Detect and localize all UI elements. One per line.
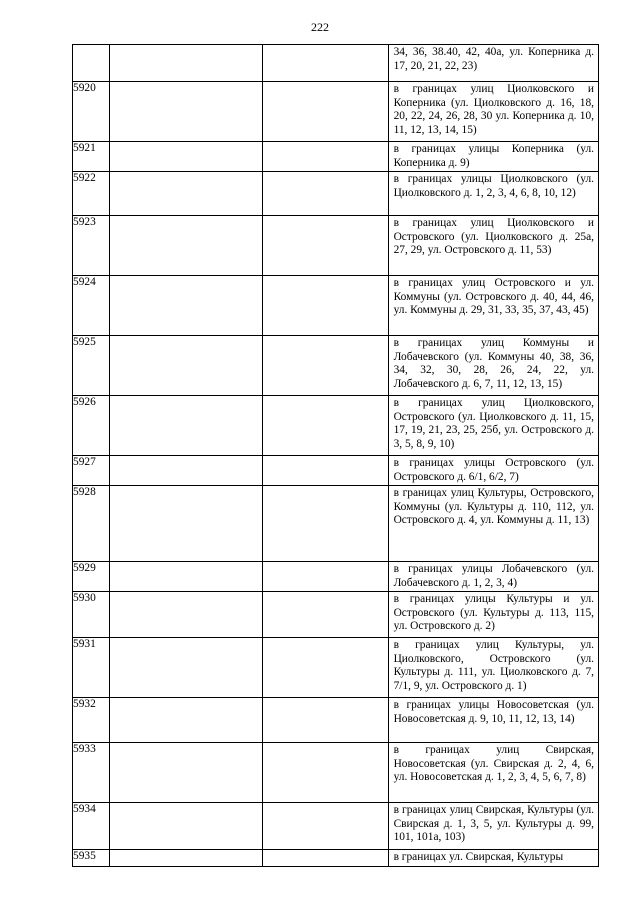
empty-cell: [110, 142, 263, 172]
boundary-description-cell: [388, 803, 598, 850]
empty-cell: [263, 698, 388, 743]
row-number: 5934: [73, 803, 110, 850]
page-number: 222: [311, 20, 329, 34]
boundary-description: в границах улицы Коперника (ул. Коперника д. 9): [393, 143, 594, 169]
row-number: 5931: [73, 638, 110, 698]
empty-cell: [110, 456, 263, 486]
table-row: [73, 592, 599, 638]
boundary-description-cell: [388, 486, 598, 562]
empty-cell: [263, 486, 388, 562]
table-row: [73, 45, 599, 82]
table-row: [73, 336, 599, 396]
boundary-description: в границах улиц Циолковского и Островского (ул. Циолковского д. 25а, 27, 29, ул. Островского д. 11, 53): [393, 217, 594, 256]
boundary-description: в границах ул. Свирская, Культуры: [393, 851, 564, 863]
empty-cell: [110, 45, 263, 82]
boundary-description: в границах улицы Циолковского (ул. Циолковского д. 1, 2, 3, 4, 6, 8, 10, 12): [393, 173, 594, 199]
boundary-description: в границах улиц Коммуны и Лобачевского (ул. Коммуны 40, 38, 36, 34, 32, 30, 28, 26, 24, 22, ул. Лобачевского д. 6, 7, 11, 12, 13, 15): [393, 337, 594, 390]
boundary-description: в границах улицы Новосоветская (ул. Новосоветская д. 9, 10, 11, 12, 13, 14): [393, 699, 594, 725]
boundary-description: в границах улиц Циолковского, Островского (ул. Циолковского д. 11, 15, 17, 19, 21, 23, 25, 25б, ул. Островского д. 3, 5, 8, 9, 10): [393, 397, 594, 450]
empty-cell: [110, 216, 263, 276]
row-number: 5924: [73, 276, 110, 336]
boundary-description: 34, 36, 38.40, 42, 40а, ул. Коперника д. 17, 20, 21, 22, 23): [393, 46, 594, 72]
registry-table: [72, 44, 599, 867]
empty-cell: [263, 396, 388, 456]
boundary-description-cell: [388, 142, 598, 172]
row-number: 5925: [73, 336, 110, 396]
empty-cell: [263, 142, 388, 172]
boundary-description-cell: [388, 562, 598, 592]
empty-cell: [263, 336, 388, 396]
boundary-description-cell: [388, 216, 598, 276]
empty-cell: [263, 850, 388, 867]
row-number: 5935: [73, 850, 110, 867]
table-row: [73, 172, 599, 216]
boundary-description-cell: [388, 698, 598, 743]
table-row: [73, 142, 599, 172]
empty-cell: [110, 336, 263, 396]
empty-cell: [263, 743, 388, 803]
empty-cell: [110, 638, 263, 698]
empty-cell: [110, 486, 263, 562]
boundary-description-cell: [388, 45, 598, 82]
row-number: 5930: [73, 592, 110, 638]
row-number: 5932: [73, 698, 110, 743]
table-row: [73, 698, 599, 743]
row-number: 5933: [73, 743, 110, 803]
empty-cell: [110, 172, 263, 216]
row-number: 5922: [73, 172, 110, 216]
row-number: 5929: [73, 562, 110, 592]
boundary-description-cell: [388, 743, 598, 803]
boundary-description: в границах улицы Лобачевского (ул. Лобачевского д. 1, 2, 3, 4): [393, 563, 594, 589]
empty-cell: [263, 172, 388, 216]
empty-cell: [110, 276, 263, 336]
empty-cell: [110, 82, 263, 142]
boundary-description-cell: [388, 336, 598, 396]
table-row: [73, 456, 599, 486]
boundary-description: в границах улицы Культуры и ул. Островского (ул. Культуры д. 113, 115, ул. Островского д. 2): [393, 593, 594, 632]
table-row: [73, 276, 599, 336]
empty-cell: [263, 638, 388, 698]
row-number: 5920: [73, 82, 110, 142]
empty-cell: [263, 82, 388, 142]
row-number: 5926: [73, 396, 110, 456]
boundary-description-cell: [388, 638, 598, 698]
row-number: 5927: [73, 456, 110, 486]
row-number: 5921: [73, 142, 110, 172]
empty-cell: [263, 456, 388, 486]
boundary-description-cell: [388, 592, 598, 638]
boundary-description-cell: [388, 82, 598, 142]
empty-cell: [263, 803, 388, 850]
table-row: [73, 803, 599, 850]
boundary-description-cell: [388, 396, 598, 456]
table-row: [73, 743, 599, 803]
boundary-description: в границах улиц Культуры, ул. Циолковского, Островского (ул. Культуры д. 111, ул. Циолковского д. 7, 7/1, 9, ул. Островского д. 1): [393, 639, 594, 692]
boundary-description: в границах улиц Островского и ул. Коммуны (ул. Островского д. 40, 44, 46, ул. Коммуны д. 29, 31, 33, 35, 37, 43, 45): [393, 277, 594, 316]
table-row: [73, 850, 599, 867]
boundary-description: в границах улиц Культуры, Островского, Коммуны (ул. Культуры д. 110, 112, ул. Островского д. 4, ул. Коммуны д. 11, 13): [393, 487, 594, 526]
boundary-description: в границах улиц Свирская, Новосоветская (ул. Свирская д. 2, 4, 6, ул. Новосоветская д. 1, 2, 3, 4, 5, 6, 7, 8): [393, 744, 594, 783]
table-row: [73, 396, 599, 456]
boundary-description-cell: [388, 456, 598, 486]
table-row: [73, 216, 599, 276]
row-number: [73, 45, 110, 82]
table-row: [73, 486, 599, 562]
boundary-description: в границах улицы Островского (ул. Островского д. 6/1, 6/2, 7): [393, 457, 594, 483]
table-row: [73, 82, 599, 142]
empty-cell: [110, 743, 263, 803]
empty-cell: [263, 592, 388, 638]
row-number: 5923: [73, 216, 110, 276]
empty-cell: [110, 562, 263, 592]
empty-cell: [263, 45, 388, 82]
boundary-description: в границах улиц Циолковского и Коперника (ул. Циолковского д. 16, 18, 20, 22, 24, 26, 28, 30 ул. Коперника д. 10, 11, 12, 13, 14, 15): [393, 83, 594, 136]
empty-cell: [110, 396, 263, 456]
empty-cell: [110, 592, 263, 638]
empty-cell: [263, 562, 388, 592]
boundary-description-cell: [388, 172, 598, 216]
empty-cell: [110, 850, 263, 867]
table-row: [73, 638, 599, 698]
empty-cell: [263, 276, 388, 336]
empty-cell: [110, 803, 263, 850]
empty-cell: [110, 698, 263, 743]
registry-table-body: [73, 45, 599, 867]
boundary-description: в границах улиц Свирская, Культуры (ул. Свирская д. 1, 3, 5, ул. Культуры д. 99, 101, 101а, 103): [393, 804, 594, 843]
empty-cell: [263, 216, 388, 276]
boundary-description-cell: [388, 850, 598, 867]
boundary-description-cell: [388, 276, 598, 336]
row-number: 5928: [73, 486, 110, 562]
table-row: [73, 562, 599, 592]
